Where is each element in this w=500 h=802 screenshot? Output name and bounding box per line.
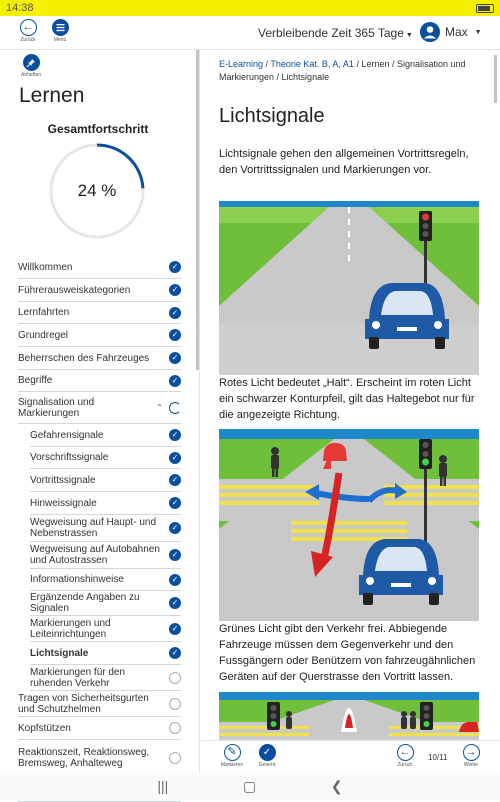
empty-circle-icon [169,722,181,734]
learned-button[interactable] [252,744,282,768]
check-circle-icon: ✓ [169,284,181,296]
next-label: Weiter [463,762,479,768]
subchapter-label: Gefahrensignale [30,429,104,441]
arrow-right-icon: → [463,744,480,761]
check-circle-icon: ✓ [169,623,181,635]
home-icon[interactable]: ▢ [242,777,257,794]
check-circle-icon: ✓ [169,452,181,464]
breadcrumb-sep: / [274,72,282,82]
subchapter-label: Informationshinweise [30,574,124,585]
green-light-paragraph: Grünes Licht gibt den Verkehr frei. Abbiegende Fahrzeuge müssen dem Gegenverkehr und den Fussgängern oder Benützern von fahrzeugähnlichen Geräten auf der Querstrasse den Vortritt lassen. [219,623,476,683]
breadcrumb-chapter: Signalisation und Markierungen [219,59,466,82]
chapter-item[interactable] [18,279,181,302]
subchapter-item[interactable] [30,569,181,591]
chapter-label: Lernfahrten [18,307,70,318]
chapter-label: Willkommen [18,261,73,273]
empty-circle-icon [169,672,181,684]
green-light-illustration [219,429,479,621]
empty-circle-icon [169,698,181,710]
remaining-time-text: Verbleibende Zeit 365 Tage [258,26,404,40]
chapter-item[interactable] [18,302,181,324]
chapter-item[interactable] [18,347,181,370]
hamburger-icon [52,19,69,36]
in-progress-icon [169,402,181,414]
pin-button[interactable] [20,54,42,78]
menu-button[interactable] [45,19,75,43]
signal-illustration [219,692,479,740]
subchapter-label: Hinweissignale [30,497,97,509]
subchapter-item[interactable] [30,515,181,542]
chapter-label: Führerausweiskategorien [18,284,131,296]
mark-label: Markieren [220,762,244,768]
chapter-label: Begriffe [18,375,53,386]
caret-down-icon: ▼ [405,32,413,39]
chapter-item-expanded[interactable] [18,392,181,424]
next-button[interactable] [456,744,486,768]
chapter-item[interactable] [18,740,181,776]
breadcrumb-theory[interactable]: Theorie Kat. B, A, A1 [270,59,354,69]
empty-circle-icon [169,752,181,764]
arrow-left-icon: ← [20,19,37,36]
chapter-item[interactable] [18,370,181,392]
breadcrumb [219,58,489,84]
subchapter-label: Markierungen und Leiteinrichtungen [30,617,111,640]
breadcrumb-elearning[interactable]: E-Learning [219,59,264,69]
remaining-time-dropdown[interactable] [258,26,413,40]
learned-label: Gelernt [258,762,276,768]
recent-apps-icon[interactable]: ||| [157,778,169,794]
breadcrumb-current: Lichtsignale [281,72,330,82]
check-circle-icon: ✓ [169,307,181,319]
subchapter-label: Vortrittssignale [30,474,96,486]
chapter-label: Signalisation und Markierungen [18,396,95,419]
check-circle-icon: ✓ [169,574,181,586]
check-circle-icon: ✓ [169,352,181,364]
chapter-label: Beherrschen des Fahrzeuges [18,352,150,364]
page-title: Lichtsignale [219,105,325,127]
chapter-label: Grundregel [18,329,69,341]
subchapter-item[interactable] [30,665,181,691]
breadcrumb-sep: / [353,59,362,69]
breadcrumb-sep: / [263,59,271,69]
user-menu[interactable] [420,22,482,42]
check-circle-icon: ✓ [169,375,181,387]
subchapter-label: Vorschriftssignale [30,452,109,463]
subchapter-item[interactable] [30,616,181,642]
subchapter-item[interactable] [30,424,181,447]
mark-button[interactable] [217,744,247,768]
system-nav-bar [0,772,500,800]
top-bar [0,16,500,50]
back-label: Zurück [20,37,36,43]
lesson-toolbar [201,740,500,772]
check-circle-icon: ✓ [169,329,181,341]
subchapter-item-current[interactable] [30,642,181,665]
menu-label: Menü [53,37,67,43]
battery-icon [476,4,494,13]
pin-icon [23,54,40,71]
subchapter-label: Ergänzende Angaben zu Signalen [30,592,140,614]
user-name: Max [445,25,468,39]
check-icon: ✓ [259,744,276,761]
back-button[interactable] [13,19,43,43]
subchapter-item[interactable] [30,447,181,469]
chapter-item[interactable] [18,717,181,740]
subchapter-label: Wegweisung auf Haupt- und Nebenstrassen [30,517,157,539]
subchapter-item[interactable] [30,542,181,569]
pin-label: Anheften [20,72,42,78]
intro-paragraph: Lichtsignale gehen den allgemeinen Vortrittsregeln, den Vortrittssignalen und Markierungen vor. [219,148,469,176]
chapter-label: Tragen von Sicherheitsgurten und Schutzhelmen [18,692,149,715]
subchapter-label: Lichtsignale [30,647,89,659]
check-circle-icon: ✓ [169,549,181,561]
breadcrumb-sep: / [389,59,397,69]
chapter-item[interactable] [18,256,181,279]
content-scrollbar[interactable] [494,55,497,103]
check-circle-icon: ✓ [169,522,181,534]
sidebar-scrollbar[interactable] [196,50,199,370]
page-indicator: 10/11 [428,753,448,762]
previous-button[interactable] [390,744,420,768]
arrow-left-icon: ← [397,744,414,761]
subchapter-label: Markierungen für den ruhenden Verkehr [30,666,126,689]
check-circle-icon: ✓ [169,474,181,486]
chapter-label: Kopfstützen [18,722,71,734]
subchapter-item[interactable] [30,469,181,492]
back-nav-icon[interactable]: ❮ [330,777,343,794]
subchapter-label: Wegweisung auf Autobahnen und Autostrassen [30,544,160,566]
user-avatar-icon [420,22,440,42]
subchapter-item[interactable] [30,591,181,616]
check-circle-icon: ✓ [169,647,181,659]
chapter-item[interactable] [18,324,181,347]
clock: 14:38 [6,2,34,14]
chapter-item[interactable] [18,691,181,717]
check-circle-icon: ✓ [169,497,181,509]
check-circle-icon: ✓ [169,597,181,609]
progress-title: Gesamtfortschritt [47,122,149,136]
caret-down-icon: ▼ [474,28,482,36]
chapter-label: Reaktionszeit, Reaktionsweg, Bremsweg, Anhalteweg [18,746,150,769]
chevron-up-icon[interactable]: ⌃ [156,403,163,412]
pencil-icon: ✎ [224,744,241,761]
breadcrumb-learn: Lernen [361,59,390,69]
progress-percent: 24 % [77,181,117,200]
status-bar [0,0,500,16]
red-light-illustration [219,201,479,375]
sidebar-title: Lernen [19,84,85,107]
check-circle-icon: ✓ [169,261,181,273]
red-light-paragraph: Rotes Licht bedeutet „Halt“. Erscheint im roten Licht ein schwarzer Konturpfeil, gilt das Haltegebot nur für die angezeigte Richtung. [219,377,475,421]
previous-label: Zurück [397,762,413,768]
subchapter-item[interactable] [30,492,181,515]
check-circle-icon: ✓ [169,429,181,441]
sidebar [0,50,200,772]
lesson-content [201,50,500,740]
